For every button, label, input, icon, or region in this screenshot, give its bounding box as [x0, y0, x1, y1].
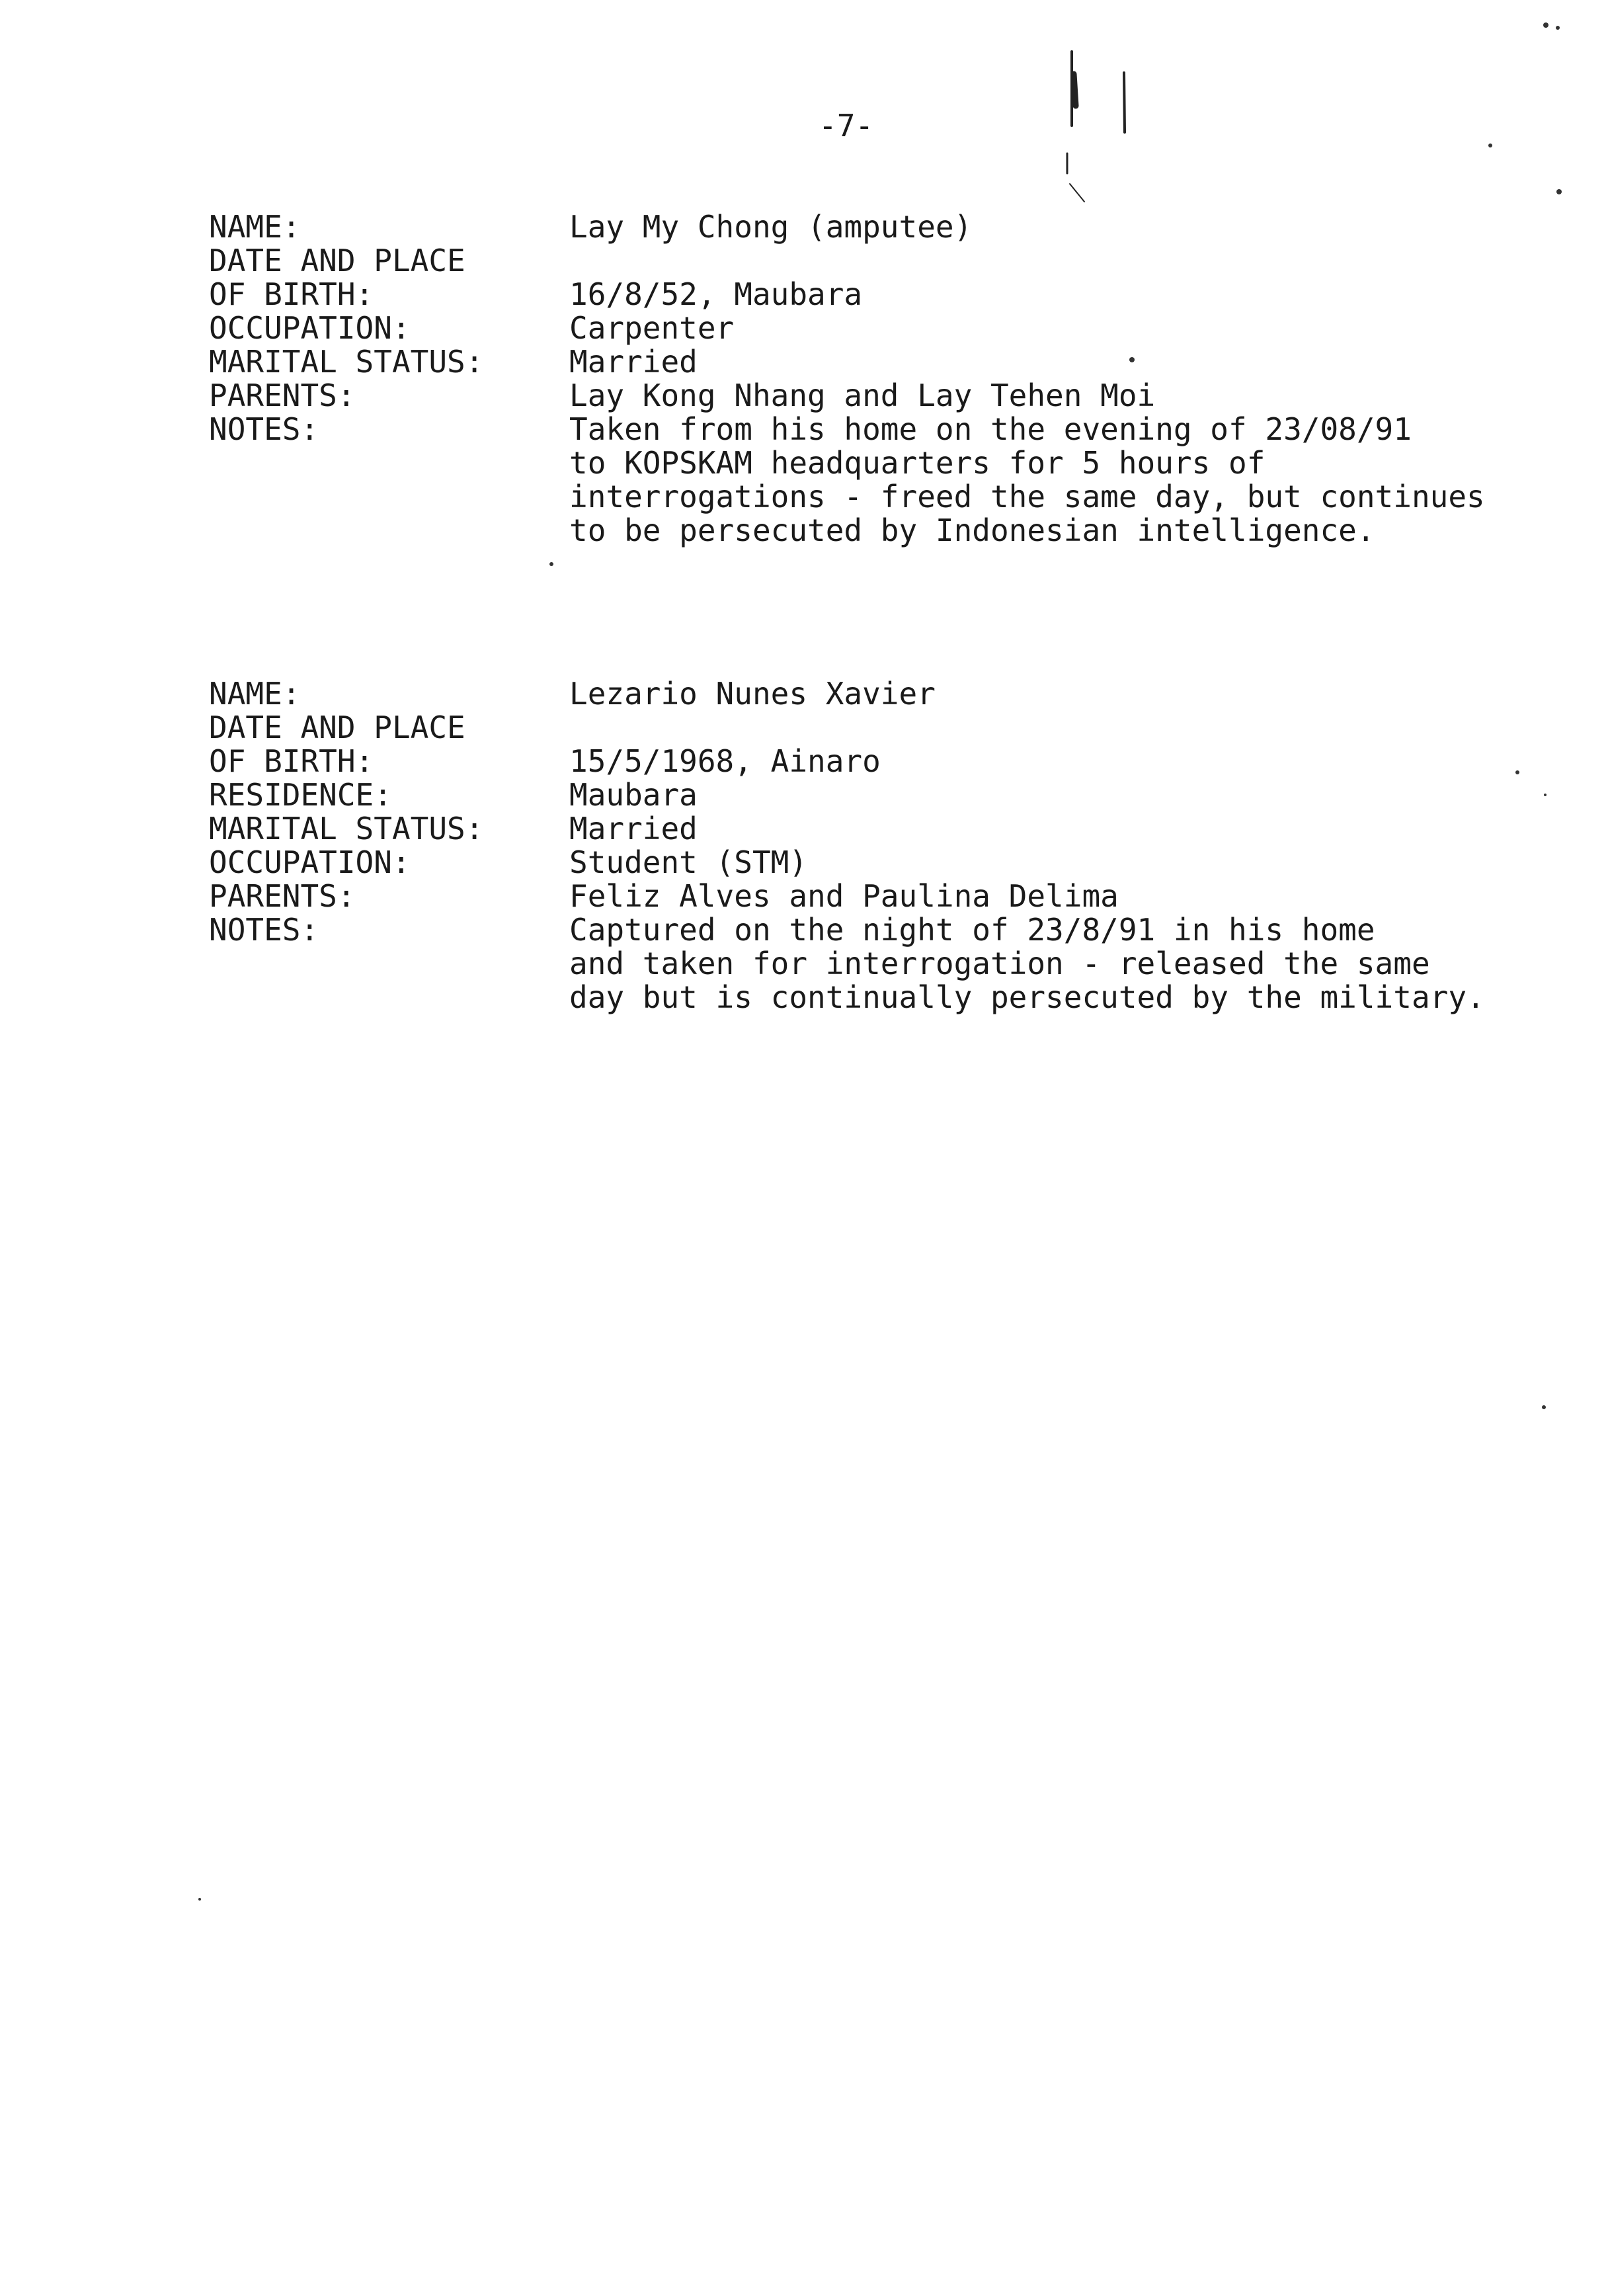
- field-label-residence: RESIDENCE:: [209, 777, 392, 813]
- record-row: [209, 244, 1584, 278]
- field-value-birth: 15/5/1968, Ainaro: [569, 743, 881, 779]
- record-row: [209, 677, 1584, 711]
- field-value-notes-line: interrogations - freed the same day, but continues: [569, 479, 1485, 514]
- detainee-record-1: [209, 210, 1584, 548]
- field-value-notes-line: Captured on the night of 23/8/91 in his home: [569, 912, 1375, 948]
- record-row: [209, 514, 1584, 548]
- field-value-residence: Maubara: [569, 777, 698, 813]
- record-row: [209, 413, 1584, 446]
- field-label-name: NAME:: [209, 209, 301, 245]
- field-label-marital-status: MARITAL STATUS:: [209, 344, 484, 380]
- field-value-marital-status: Married: [569, 811, 698, 846]
- record-row: [209, 379, 1584, 413]
- record-row: [209, 711, 1584, 745]
- field-value-notes-line: to be persecuted by Indonesian intelligence.: [569, 512, 1375, 548]
- field-value-occupation: Carpenter: [569, 310, 735, 346]
- record-row: [209, 913, 1584, 947]
- field-label-parents: PARENTS:: [209, 378, 356, 413]
- field-label-of-birth: OF BIRTH:: [209, 276, 374, 312]
- field-label-empty: [209, 947, 569, 981]
- field-label-empty: [209, 480, 569, 514]
- field-label-date-and-place: DATE AND PLACE: [209, 710, 465, 745]
- field-label-name: NAME:: [209, 676, 301, 712]
- field-label-empty: [209, 514, 569, 548]
- field-value-empty: [569, 711, 1584, 745]
- field-value-parents: Lay Kong Nhang and Lay Tehen Moi: [569, 378, 1156, 413]
- field-value-occupation: Student (STM): [569, 844, 808, 880]
- record-row: [209, 880, 1584, 913]
- record-row: [209, 345, 1584, 379]
- field-label-parents: PARENTS:: [209, 878, 356, 914]
- field-label-of-birth: OF BIRTH:: [209, 743, 374, 779]
- field-value-parents: Feliz Alves and Paulina Delima: [569, 878, 1119, 914]
- field-value-marital-status: Married: [569, 344, 698, 380]
- record-row: [209, 947, 1584, 981]
- field-label-occupation: OCCUPATION:: [209, 844, 411, 880]
- field-label-marital-status: MARITAL STATUS:: [209, 811, 484, 846]
- detainee-record-2: [209, 677, 1584, 1014]
- page-number: -7-: [819, 108, 874, 144]
- field-label-empty: [209, 981, 569, 1014]
- field-label-notes: NOTES:: [209, 912, 319, 948]
- record-row: [209, 981, 1584, 1014]
- record-row: [209, 210, 1584, 244]
- field-value-notes-line: Taken from his home on the evening of 23/08/91: [569, 411, 1412, 447]
- field-value-notes-line: and taken for interrogation - released the same: [569, 946, 1430, 981]
- field-value-notes-line: to KOPSKAM headquarters for 5 hours of: [569, 445, 1266, 481]
- record-row: [209, 778, 1584, 812]
- record-row: [209, 311, 1584, 345]
- record-row: [209, 812, 1584, 846]
- record-row: [209, 480, 1584, 514]
- record-row: [209, 278, 1584, 311]
- field-value-name: Lezario Nunes Xavier: [569, 676, 936, 712]
- binder-hole-marks: [1067, 52, 1125, 202]
- field-label-date-and-place: DATE AND PLACE: [209, 243, 465, 278]
- field-value-name: Lay My Chong (amputee): [569, 209, 973, 245]
- field-label-occupation: OCCUPATION:: [209, 310, 411, 346]
- field-label-notes: NOTES:: [209, 411, 319, 447]
- field-value-notes-line: day but is continually persecuted by the military.: [569, 979, 1485, 1015]
- record-row: [209, 745, 1584, 778]
- field-label-empty: [209, 446, 569, 480]
- record-row: [209, 446, 1584, 480]
- field-value-birth: 16/8/52, Maubara: [569, 276, 863, 312]
- field-value-empty: [569, 244, 1584, 278]
- record-row: [209, 846, 1584, 880]
